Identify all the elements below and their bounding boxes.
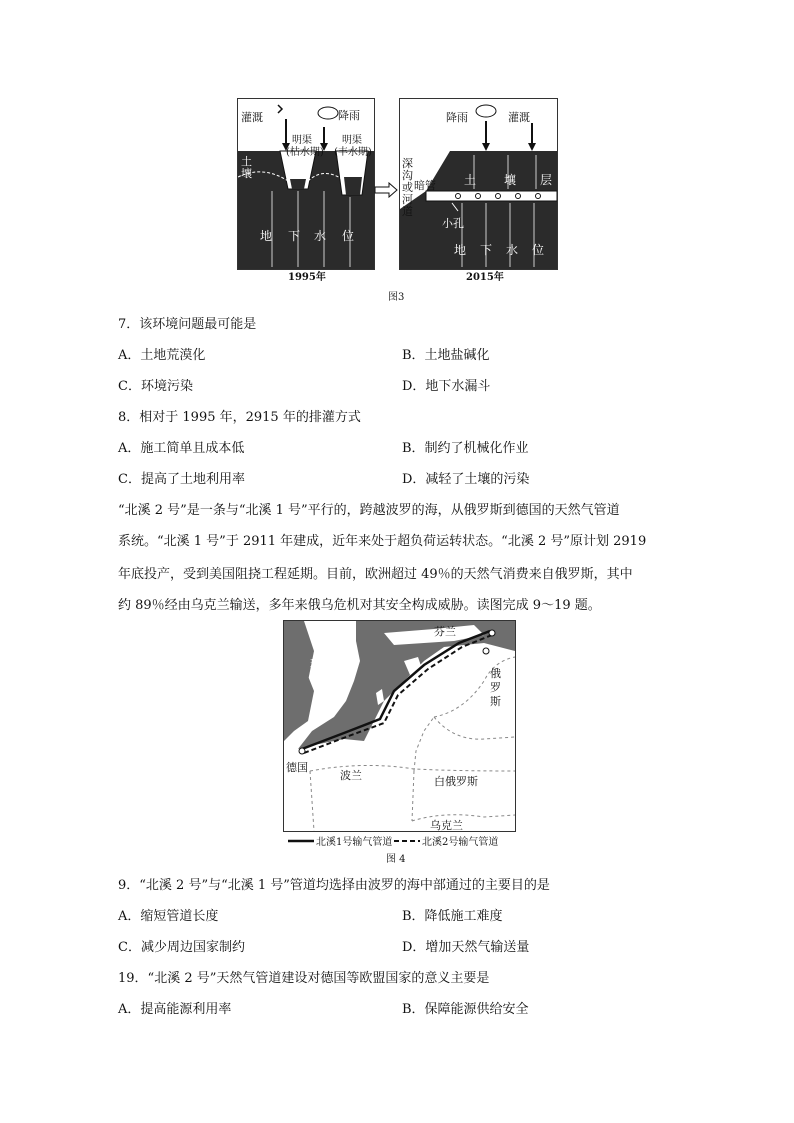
passage-line-2: 系统。“北溪 1 号”于 2911 年建成，近年来处于超负荷运转状态。“北溪 2 号”原计划 2919 — [118, 534, 647, 549]
q8-option-c: C．提高了土地利用率 — [118, 472, 245, 487]
water-table-2015-label-1: 地 — [454, 243, 467, 257]
q10-stem: 19．“北溪 2 号”天然气管道建设对德国等欧盟国家的意义主要是 — [118, 971, 490, 986]
label-ukraine: 乌克兰 — [430, 819, 463, 832]
label-finland: 芬兰 — [434, 625, 456, 638]
ditch-dry-label-2: (枯水期) — [286, 147, 324, 158]
passage-line-3: 年底投产，受到美国阻挠工程延期。目前，欧洲超过 49％的天然气消费来自俄罗斯，其中 — [118, 567, 633, 582]
figure3-panel-2015 — [399, 98, 558, 270]
q9-stem: 9．“北溪 2 号”与“北溪 1 号”管道均选择由波罗的海中部通过的主要目的是 — [118, 878, 550, 893]
passage-line-4: 约 89％经由乌克兰输送，多年来俄乌危机对其安全构成威胁。读图完成 9～19 题。 — [118, 598, 601, 613]
q8-stem: 8．相对于 1995 年，2915 年的排灌方式 — [118, 410, 361, 425]
legend-ns2-label: 北溪2号输气管道 — [422, 837, 499, 848]
baltic-map-shapes — [284, 621, 515, 831]
q7-option-b: B．土地盐碱化 — [402, 348, 490, 363]
rain-label-1995: 降雨 — [338, 109, 360, 122]
hole-label: 小孔 — [442, 217, 464, 230]
water-table-2015-label-3: 水 — [506, 243, 519, 257]
ditch-wet-label-1: 明渠 — [342, 135, 362, 146]
irrigation-label-1995: 灌溉 — [241, 111, 263, 124]
passage-line-1: “北溪 2 号”是一条与“北溪 1 号”平行的，跨越波罗的海，从俄罗斯到德国的天然气管道 — [118, 503, 620, 518]
ditch-wet-label-2: (丰水期) — [334, 147, 372, 158]
q9-option-b: B．降低施工难度 — [402, 909, 503, 924]
q8-option-b: B．制约了机械化作业 — [402, 441, 529, 456]
legend-dashed-line-icon — [394, 838, 420, 844]
label-belarus: 白俄罗斯 — [434, 775, 478, 788]
legend-solid-line-icon — [288, 838, 314, 844]
water-table-2015-label-2: 下 — [480, 243, 493, 257]
q8-option-a: A．施工简单且成本低 — [118, 441, 245, 456]
irrigation-label-2015: 灌溉 — [508, 111, 530, 124]
q8-option-d: D．减轻了土壤的污染 — [402, 472, 530, 487]
deep-ditch-label-4: 河 — [402, 193, 413, 206]
label-russia-3: 斯 — [490, 695, 501, 708]
soil-label-1: 土 — [241, 155, 252, 168]
label-russia-2: 罗 — [490, 681, 501, 694]
figure4-caption: 图 4 — [386, 854, 406, 865]
soil-layer-label-1: 土 — [464, 173, 477, 187]
q9-option-a: A．缩短管道长度 — [118, 909, 219, 924]
water-table-label-2: 下 — [288, 229, 301, 243]
legend-ns1-label: 北溪1号输气管道 — [316, 837, 393, 848]
q7-stem: 7．该环境问题最可能是 — [118, 317, 257, 332]
label-germany: 德国 — [286, 761, 308, 774]
q7-option-c: C．环境污染 — [118, 379, 193, 394]
pipe-label: 暗管 — [414, 179, 436, 192]
rain-label-2015: 降雨 — [446, 111, 468, 124]
q7-option-a: A．土地荒漠化 — [118, 348, 206, 363]
q9-option-c: C．减少周边国家制约 — [118, 940, 245, 955]
transition-arrow-icon — [373, 182, 399, 198]
year-label-2015: 2015年 — [466, 272, 504, 283]
q9-option-d: D．增加天然气输送量 — [402, 940, 530, 955]
water-table-label-1: 地 — [260, 229, 273, 243]
deep-ditch-label-1: 深 — [402, 157, 413, 170]
soil-label-2: 壤 — [241, 167, 252, 180]
soil-layer-label-2: 壤 — [504, 173, 517, 187]
label-sweden: 瑞典 — [310, 657, 332, 670]
label-poland: 波兰 — [340, 769, 362, 782]
figure3-panel-1995 — [237, 98, 375, 270]
water-table-label-3: 水 — [314, 229, 327, 243]
label-russia-1: 俄 — [490, 667, 501, 680]
figure-4-map — [283, 620, 516, 832]
water-table-label-4: 位 — [342, 229, 355, 243]
deep-ditch-label-5: 道 — [402, 205, 413, 218]
ditch-dry-label-1: 明渠 — [292, 135, 312, 146]
year-label-1995: 1995年 — [288, 272, 326, 283]
q10-option-b: B．保障能源供给安全 — [402, 1002, 529, 1017]
water-table-2015-label-4: 位 — [532, 243, 545, 257]
deep-ditch-label-3: 或 — [402, 181, 413, 194]
soil-layer-label-3: 层 — [540, 173, 553, 187]
q10-option-a: A．提高能源利用率 — [118, 1002, 232, 1017]
deep-ditch-label-2: 沟 — [402, 169, 413, 182]
q7-option-d: D．地下水漏斗 — [402, 379, 491, 394]
figure3-caption: 图3 — [388, 292, 405, 303]
